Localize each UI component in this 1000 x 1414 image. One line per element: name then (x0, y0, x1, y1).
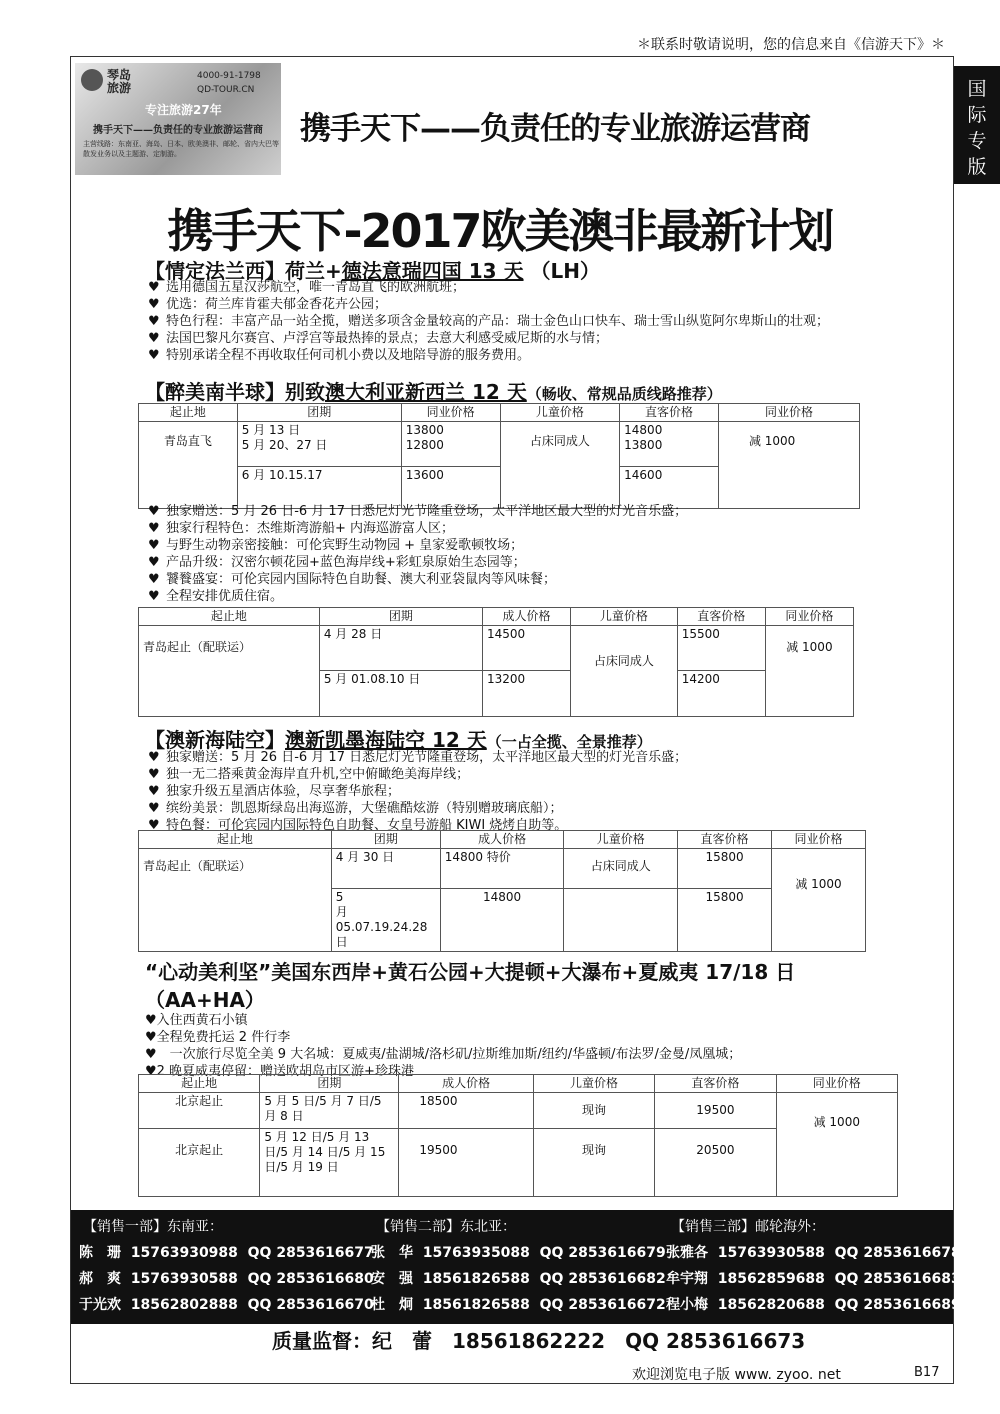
section-2-title: 【醉美南半球】别致澳大利亚新西兰 12 天（畅收、常规品质线路推荐） (145, 380, 722, 404)
page-number: B17 (914, 1365, 940, 1380)
price-table-4: 起止地 团期 成人价格 儿童价格 直客价格 同业价格 北京起止 5 月 5 日/5 月 7 日/5 月 8 日 18500 现询 19500 减 1000 北京起止 5 月 12 日/5 月 13 日/5 月 14 日/5 月 15 日/5 月 19 日 19500 现询 20500 (138, 1074, 898, 1197)
quality-supervision: 质量监督：纪 蕾 18561862222 QQ 2853616673 (272, 1329, 806, 1353)
section-1-title: 【情定法兰西】荷兰+德法意瑞四国 13 天 （LH） (145, 259, 600, 283)
logo-emblem-icon (81, 69, 103, 91)
footer-website: 欢迎浏览电子版 www. zyoo. net (632, 1367, 841, 1383)
price-table-3: 起止地 团期 成人价格 儿童价格 直客价格 同业价格 青岛起止（配联运） 4 月 30 日 14800 特价 占床同成人 15800 减 1000 5 月 05.07.19.24.28 日 14800 15800 (138, 830, 866, 952)
sales-contacts: 【销售一部】东南亚： 【销售二部】东北亚： 【销售三部】邮轮海外： 陈 珊 15763930988 QQ 2853616677 郝 爽 15763930588 QQ 2853616680 于光欢 18562802888 QQ 2853616670 张 华 15763935088 QQ 2853616679 安 强 18561826588 QQ 2853616682 杜 炯 18561826588 QQ 2853616672 张雅各 15763930588 QQ 2853616678 牟宇翔 18562859688 QQ 2853616683 程小梅 18562820688 QQ 2853616689 (71, 1210, 953, 1324)
section-4-bullets: ♥入住西黄石小镇 ♥全程免费托运 2 件行李 ♥ 一次旅行尽览全美 9 大名城：夏威夷/盐湖城/洛杉矶/拉斯维加斯/纽约/华盛顿/布法罗/金曼/凤凰城； ♥2 晚夏威夷停留：赠送欧胡岛市区游+珍珠港 (145, 1013, 742, 1079)
section-1-bullets: ♥ 选用德国五星汉莎航空，唯一青岛直飞的欧洲航班； ♥ 优选：荷兰库肯霍夫郁金香花卉公园； ♥ 特色行程：丰富产品一站全揽，赠送多项含金量较高的产品：瑞士金色山口快车、瑞士雪山纵览阿尔卑斯山的壮观； ♥ 法国巴黎凡尔赛宫、卢浮宫等最热捧的景点；去意大利感受威尼斯的水与情； ♥ 特别承诺全程不再收取任何司机小费以及地陪导游的服务费用。 (148, 279, 908, 364)
main-title: 携手天下-2017欧美澳非最新计划 (167, 204, 833, 258)
section-3-title: 【澳新海陆空】澳新凯墨海陆空 12 天（一占全揽、全景推荐） (145, 728, 652, 752)
company-logo: 琴岛 旅游 4000-91-1798 QD-TOUR.CN 专注旅游27年 携手天下——负责任的专业旅游运营商 主营线路：东南亚、海岛、日本、欧美澳非、邮轮、省内大巴等散发业务以及主题游、定制游。 (75, 63, 281, 175)
section-tab: 国 际 专 版 (954, 66, 1000, 184)
price-table-1: 起止地 团期 同业价格 儿童价格 直客价格 同业价格 青岛直飞 5 月 13 日 5 月 20、27 日 13800 12800 占床同成人 14800 13800 减 1000 6 月 10.15.17 13600 14600 (138, 403, 860, 509)
section-3-bullets: ♥ 独家赠送：5 月 26 日-6 月 17 日悉尼灯光节隆重登场，太平洋地区最大型的灯光音乐盛； ♥ 独一无二搭乘黄金海岸直升机,空中俯瞰绝美海岸线； ♥ 独家升级五星酒店体验，尽享奢华旅程； ♥ 缤纷美景：凯恩斯绿岛出海巡游，大堡礁酷炫游（特别赠玻璃底船）； ♥ 特色餐：可伦宾园内国际特色自助餐、女皇号游船 KIWI 烧烤自助等。 (148, 749, 908, 834)
price-table-2: 起止地 团期 成人价格 儿童价格 直客价格 同业价格 青岛起止（配联运） 4 月 28 日 14500 占床同成人 15500 减 1000 5 月 01.08.10 日 13200 14200 (138, 607, 854, 717)
section-2-bullets: ♥ 独家赠送：5 月 26 日-6 月 17 日悉尼灯光节隆重登场，太平洋地区最大型的灯光音乐盛； ♥ 独家行程特色：杰维斯湾游船+ 内海巡游富人区； ♥ 与野生动物亲密接触：可伦宾野生动物园 + 皇家爱歌顿牧场； ♥ 产品升级：汉密尔顿花园+蓝色海岸线+彩虹泉原始生态园等； ♥ 饕餮盛宴：可伦宾园内国际特色自助餐、澳大利亚袋鼠肉等风味餐； ♥ 全程安排优质住宿。 (148, 503, 908, 605)
section-4-title: “心动美利坚”美国东西岸+黄石公园+大提顿+大瀑布+夏威夷 17/18 日（AA+HA） (145, 960, 796, 1012)
slogan: 携手天下——负责任的专业旅游运营商 (300, 111, 810, 147)
header-note: ＊联系时敬请说明，您的信息来自《信游天下》＊ (637, 37, 945, 53)
